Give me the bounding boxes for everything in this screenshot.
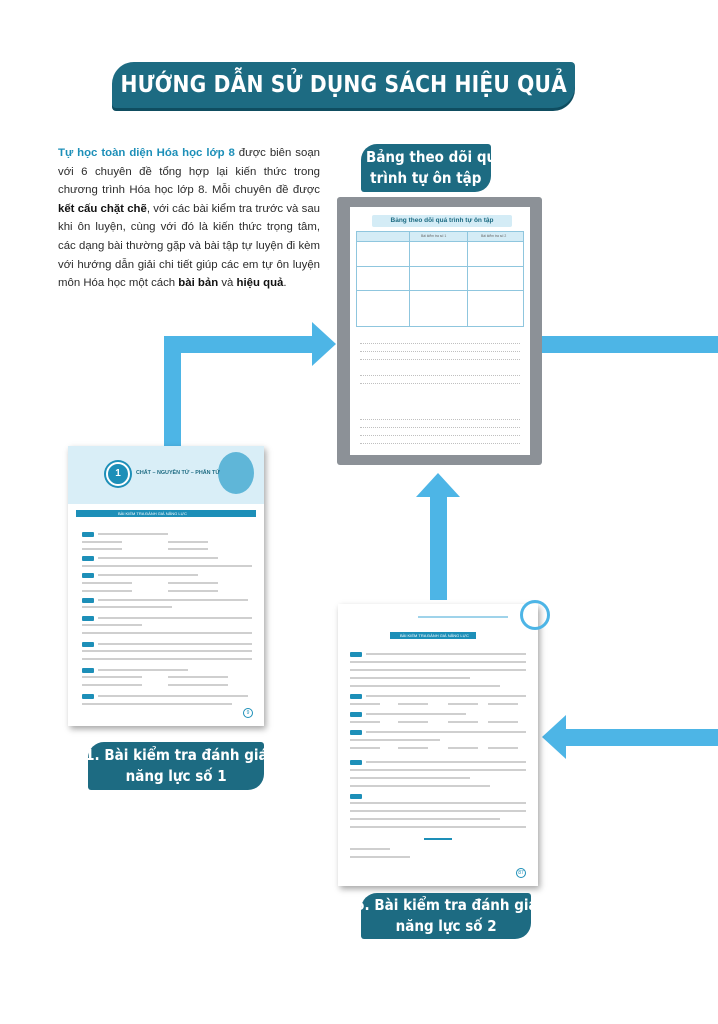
step-1-label [84, 742, 268, 790]
tracking-col-2-header: Bài kiểm tra số 2 [481, 234, 507, 238]
arrow-left-icon [542, 715, 566, 759]
intro-bold-2: bài bản [178, 277, 219, 290]
intro-paragraph [58, 144, 320, 293]
intro-text-2: , với các bài kiểm tra trước và sau khi ôn luyện, cùng với đó là kiến thức trọng tâm, các dạng bài thường gặp và bài tập tự luyện đi kèm với hướng dẫn giải chi tiết giúp các em tự ôn luyện môn Hóa học một cách [58, 202, 320, 290]
test-1-page-number: 9 [243, 708, 253, 718]
flow-pipe-top-right [542, 336, 718, 353]
text-line [366, 653, 526, 655]
note-line [360, 375, 520, 376]
step-1-line-1: 1. Bài kiểm tra đánh giá [84, 746, 268, 764]
intro-bold-1: kết cấu chặt chẽ [58, 202, 147, 215]
text-line [82, 650, 252, 652]
flow-pipe-vertical-center [430, 496, 447, 600]
step-6-line-2: năng lực số 2 [395, 917, 497, 935]
text-line [398, 703, 428, 705]
text-line [350, 769, 526, 771]
test-2-page-number: 87 [516, 868, 526, 878]
text-line [350, 785, 490, 787]
tracking-row-divider [357, 290, 523, 291]
text-line [350, 802, 526, 804]
note-line [360, 359, 520, 360]
text-line [398, 747, 428, 749]
flow-pipe-horizontal-top [164, 336, 314, 353]
question-badge [350, 694, 362, 699]
text-line [488, 721, 518, 723]
text-line [350, 677, 470, 679]
text-line [350, 739, 440, 741]
text-line [82, 541, 122, 543]
text-line [350, 721, 380, 723]
step-6-label [354, 893, 538, 939]
scientist-illustration [218, 452, 254, 494]
text-line [350, 669, 526, 671]
text-line [168, 676, 228, 678]
text-line [366, 695, 526, 697]
text-line [98, 557, 218, 559]
note-line [360, 419, 520, 420]
question-badge [82, 616, 94, 621]
question-badge [82, 556, 94, 561]
header-line [418, 616, 508, 618]
text-line [98, 574, 198, 576]
question-badge [350, 652, 362, 657]
tracking-col-divider [467, 232, 468, 326]
text-line [82, 624, 142, 626]
text-line [488, 703, 518, 705]
text-line [98, 617, 252, 619]
text-line [82, 703, 232, 705]
text-line [350, 848, 390, 850]
flow-pipe-bottom-right [566, 729, 718, 746]
text-line [366, 731, 526, 733]
text-line [98, 599, 248, 601]
tracking-col-divider [409, 232, 410, 326]
question-badge [350, 730, 362, 735]
text-line [82, 632, 252, 634]
question-badge [350, 794, 362, 799]
text-line [350, 685, 500, 687]
text-line [98, 669, 188, 671]
text-line [168, 582, 218, 584]
text-line [424, 838, 452, 840]
book-title: Tự học toàn diện Hóa học lớp 8 [58, 147, 235, 159]
text-line [366, 713, 466, 715]
test-1-page-image [68, 446, 264, 726]
question-badge [350, 760, 362, 765]
text-line [350, 818, 500, 820]
arrow-right-icon [312, 322, 336, 366]
text-line [366, 761, 526, 763]
question-badge [82, 532, 94, 537]
tracking-sheet-title: Bảng theo dõi quá trình tự ôn tập [372, 215, 512, 227]
step-6-line-1: 6. Bài kiểm tra đánh giá [354, 896, 538, 914]
chapter-title: CHẤT – NGUYÊN TỬ – PHÂN TỬ [136, 470, 220, 476]
question-badge [82, 694, 94, 699]
test-1-section-label: BÀI KIỂM TRA ĐÁNH GIÁ NĂNG LỰC [118, 511, 187, 516]
step-2-line-1: 2. Bảng theo dõi quá [346, 148, 506, 166]
question-badge [82, 642, 94, 647]
note-line [360, 443, 520, 444]
text-line [448, 747, 478, 749]
text-line [350, 826, 526, 828]
text-line [98, 695, 248, 697]
text-line [350, 747, 380, 749]
text-line [82, 606, 172, 608]
note-line [360, 383, 520, 384]
text-line [398, 721, 428, 723]
question-badge [350, 712, 362, 717]
tracking-table [356, 231, 524, 327]
text-line [82, 565, 252, 567]
question-badge [82, 598, 94, 603]
intro-text-3: và [218, 277, 237, 290]
text-line [82, 658, 252, 660]
test-2-page-image [338, 604, 538, 886]
text-line [168, 541, 208, 543]
text-line [98, 643, 252, 645]
tracking-col-1-header: Bài kiểm tra số 1 [421, 234, 447, 238]
step-2-line-2: trình tự ôn tập [370, 169, 482, 187]
tracking-sheet-image [350, 207, 530, 455]
intro-bold-3: hiệu quả [236, 277, 284, 290]
text-line [168, 590, 218, 592]
text-line [82, 684, 142, 686]
page-banner [112, 62, 575, 108]
step-2-label [346, 144, 506, 192]
text-line [82, 582, 132, 584]
text-line [488, 747, 518, 749]
text-line [350, 856, 410, 858]
text-line [168, 548, 208, 550]
text-line [168, 684, 228, 686]
text-line [82, 676, 142, 678]
text-line [98, 533, 168, 535]
text-line [82, 548, 122, 550]
text-line [448, 703, 478, 705]
text-line [350, 703, 380, 705]
note-line [360, 427, 520, 428]
step-1-line-2: năng lực số 1 [125, 767, 227, 785]
tracking-row-divider [357, 266, 523, 267]
note-line [360, 435, 520, 436]
question-badge [82, 573, 94, 578]
text-line [350, 661, 526, 663]
tracking-row-divider [357, 241, 523, 242]
page-title: HƯỚNG DẪN SỬ DỤNG SÁCH HIỆU QUẢ [120, 72, 567, 98]
note-line [360, 351, 520, 352]
test-2-section-label: BÀI KIỂM TRA ĐÁNH GIÁ NĂNG LỰC [400, 633, 469, 638]
chapter-number-badge: 1 [106, 462, 130, 486]
text-line [350, 777, 470, 779]
decorative-ring [520, 600, 550, 630]
intro-text-4: . [283, 277, 287, 290]
text-line [448, 721, 478, 723]
arrow-up-icon [416, 473, 460, 497]
question-badge [82, 668, 94, 673]
intro-text-1: được biên soạn với 6 chuyên đề tổng hợp lại kiến thức trong chương trình Hóa học lớp 8. Mỗi chuyên đề được [58, 147, 320, 197]
text-line [350, 810, 526, 812]
note-line [360, 343, 520, 344]
text-line [82, 590, 132, 592]
